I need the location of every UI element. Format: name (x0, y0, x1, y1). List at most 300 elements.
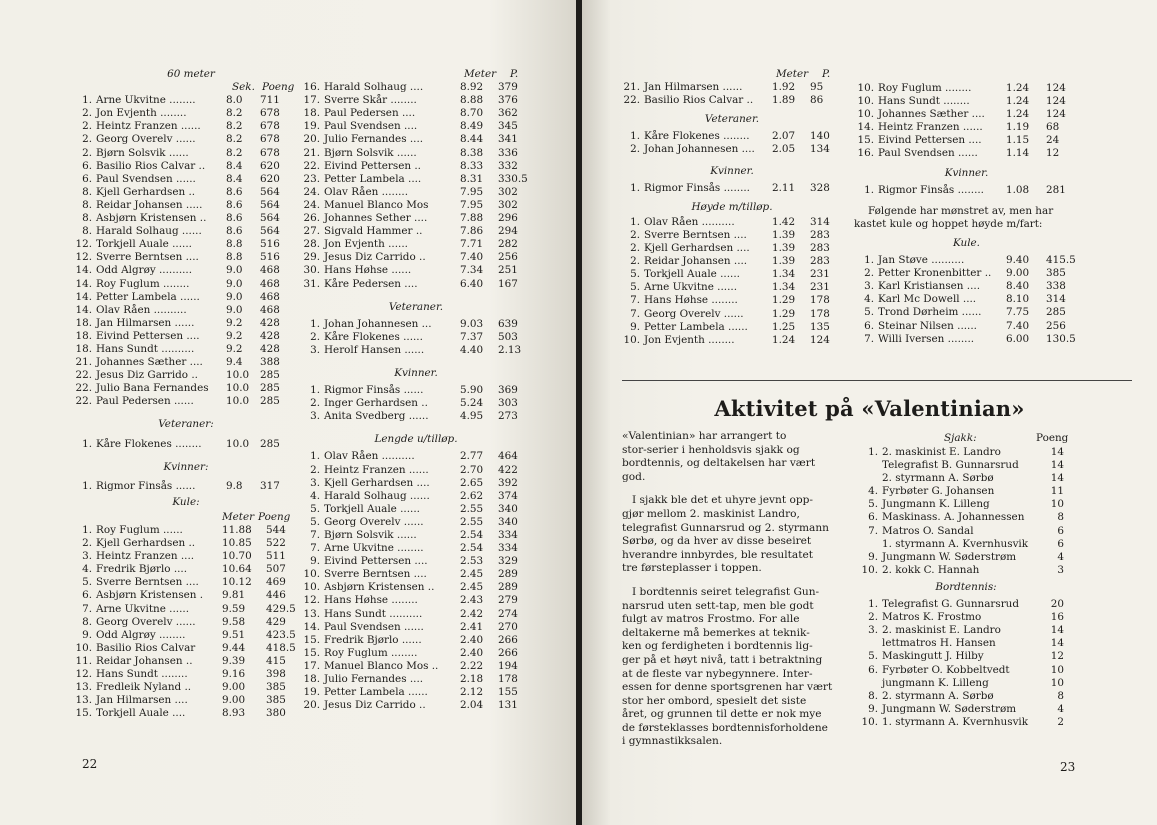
result-value: 1.29 (772, 294, 796, 307)
points: 281 (1046, 183, 1066, 196)
points: 376 (498, 94, 518, 107)
rank: 12. (303, 594, 320, 607)
result-value: 9.00 (222, 694, 246, 707)
points: 24 (1046, 134, 1060, 147)
points: 468 (260, 290, 280, 303)
points: 11 (1050, 485, 1064, 498)
kule-column-header (72, 511, 300, 524)
result-value: 9.4 (226, 356, 243, 369)
article-line: fulgt av matros Frostmo. For alle (622, 613, 800, 626)
points: 14 (1050, 637, 1064, 650)
result-value: 7.95 (460, 198, 484, 211)
right-column-2 (854, 82, 1079, 346)
result-value: 9.2 (226, 329, 243, 342)
result-value: 11.88 (222, 524, 252, 536)
competitor-name: 2. maskinist E. Landro (882, 624, 1001, 637)
result-row (854, 121, 1079, 134)
points: 8 (1057, 511, 1064, 524)
rank: 2. (864, 267, 874, 280)
result-value: 2.45 (460, 568, 484, 581)
points: 6 (1057, 537, 1064, 550)
rank: 1. (630, 181, 640, 194)
result-value: 7.34 (460, 264, 484, 277)
competitor-name: Paul Svendsen ...... (96, 172, 196, 185)
competitor-name: Arne Ukvitne ........ (324, 542, 424, 555)
rank: 3. (310, 343, 320, 356)
results-list-hoyde-continued (854, 82, 1079, 161)
rank: 14. (303, 620, 320, 633)
rank: 7. (82, 602, 92, 615)
competitor-name: Sverre Berntsen .... (324, 568, 427, 581)
points: 178 (498, 673, 518, 686)
result-row (72, 94, 300, 107)
competitor-name: Johannes Sæther .... (96, 356, 203, 369)
competitor-name: Rigmor Finsås ...... (96, 479, 196, 492)
competitor-name: Torkjell Auale ...... (644, 268, 740, 281)
result-row (72, 278, 300, 291)
competitor-name: Bjørn Solsvik ...... (324, 146, 417, 159)
competitor-name: Matros O. Sandal (882, 524, 974, 537)
article-line: tre førsteplasser i toppen. (622, 562, 762, 575)
rank: 21. (623, 81, 640, 94)
rank: 22. (75, 382, 92, 395)
result-value: 1.42 (772, 215, 796, 228)
rank: 2. (310, 463, 320, 476)
competitor-name: Georg Overelv ...... (324, 515, 424, 528)
rank: 7. (868, 524, 878, 537)
points: 155 (498, 686, 518, 699)
competitor-name: Manuel Blanco Mos .. (324, 659, 439, 672)
points: 678 (260, 146, 280, 159)
rank: 21. (303, 146, 320, 159)
competitor-name: Petter Lambela ...... (96, 290, 200, 303)
result-row (72, 173, 300, 186)
result-row (300, 238, 532, 251)
result-value: 9.0 (226, 303, 243, 316)
results-list-kvinner (72, 480, 300, 493)
result-row (300, 199, 532, 212)
result-value: 2.40 (460, 646, 484, 659)
competitor-name: Jungmann K. Lilleng (882, 498, 990, 511)
result-value: 2.07 (772, 130, 796, 143)
results-list-kule-continued (300, 81, 532, 291)
rank: 13. (75, 681, 92, 694)
result-value: 8.4 (226, 172, 243, 185)
result-row (72, 438, 300, 451)
competitor-name: Asbjørn Kristensen .. (96, 212, 207, 225)
column-header (72, 81, 300, 94)
result-row (72, 291, 300, 304)
rank: 2. (310, 330, 320, 343)
left-page (0, 0, 576, 825)
rank: 18. (75, 342, 92, 355)
points: 398 (266, 668, 286, 681)
competitor-name: Jan Støve .......... (878, 254, 965, 267)
result-row (620, 334, 844, 347)
rank: 24. (303, 185, 320, 198)
result-row (72, 147, 300, 160)
points: 285 (260, 437, 280, 450)
result-value: 1.08 (1006, 183, 1030, 196)
points: 285 (260, 395, 280, 408)
rank: 12. (75, 668, 92, 681)
result-value: 2.54 (460, 542, 484, 555)
rank: 6. (864, 319, 874, 332)
competitor-name: Roy Fuglum ...... (96, 524, 183, 536)
result-row (620, 242, 844, 255)
result-value: 2.45 (460, 581, 484, 594)
rank: 5. (864, 306, 874, 319)
result-value: 10.0 (226, 382, 250, 395)
points: 12 (1046, 147, 1060, 160)
result-value: 6.40 (460, 277, 484, 290)
rank: 6. (82, 172, 92, 185)
rank: 4. (864, 293, 874, 306)
competitor-name: Kjell Gerhardsen .. (96, 185, 196, 198)
competitor-name: Olav Råen .......... (96, 303, 187, 316)
result-value: 2.54 (460, 529, 484, 541)
rank: 14. (75, 264, 92, 277)
result-row (72, 199, 300, 212)
competitor-name: Telegrafist G. Gunnarsrud (882, 598, 1020, 611)
rank: 5. (868, 498, 878, 511)
results-list-kule (854, 254, 1079, 346)
result-value: 8.8 (226, 251, 243, 264)
competitor-name: 1. styrmann A. Kvernhusvik (882, 715, 1029, 728)
result-value: 8.2 (226, 133, 243, 146)
rank: 14. (75, 303, 92, 316)
meter-header: Meter (776, 68, 809, 80)
result-row (72, 629, 300, 642)
competitor-name: Kåre Pedersen .... (324, 277, 418, 290)
competitor-name: Jesus Diz Carrido .. (324, 699, 426, 712)
meter-header: Meter (222, 510, 255, 523)
points: 12 (1050, 650, 1064, 663)
result-value: 10.0 (226, 369, 250, 382)
result-value: 8.6 (226, 212, 243, 225)
points: 469 (266, 576, 286, 589)
results-list-hoyde (620, 216, 844, 347)
article-line: ken og ferdigheten i bordtennis lig- (622, 640, 813, 653)
result-row (300, 634, 532, 647)
rank: 14. (75, 277, 92, 290)
result-value: 2.42 (460, 607, 484, 620)
competitor-name: Steinar Nilsen ...... (878, 319, 977, 332)
result-value: 9.44 (222, 641, 246, 654)
points: 68 (1046, 121, 1060, 134)
result-row (72, 563, 300, 576)
competitor-name: lettmatros H. Hansen (882, 637, 996, 650)
rank: 1. (864, 254, 874, 267)
points: 329 (498, 555, 518, 568)
competitor-name: Matros K. Frostmo (882, 611, 982, 624)
result-row (72, 694, 300, 707)
rank: 1. (310, 450, 320, 463)
article-line: bordtennis, og deltakelsen har vært (622, 457, 816, 470)
points: 10 (1050, 676, 1064, 689)
result-value: 9.2 (226, 342, 243, 355)
result-value: 1.25 (772, 320, 796, 333)
rank: 10. (861, 563, 878, 576)
results-list-60-meter (72, 94, 300, 408)
points: 428 (260, 342, 280, 355)
left-column-1 (72, 68, 300, 720)
competitor-name: Harald Solhaug ...... (96, 225, 202, 238)
result-value: 8.6 (226, 225, 243, 238)
points: 516 (260, 251, 280, 264)
result-row (72, 655, 300, 668)
result-value: 9.00 (222, 681, 246, 694)
rank: 7. (630, 307, 640, 320)
rank: 3. (310, 476, 320, 489)
result-row (72, 589, 300, 602)
result-value: 2.04 (460, 699, 484, 712)
article-line: hverandre innbyrdes, ble resultatet (622, 548, 813, 561)
result-row (72, 576, 300, 589)
rank: 9. (82, 628, 92, 641)
result-value: 5.24 (460, 397, 484, 410)
rank: 6. (868, 511, 878, 524)
result-row (858, 511, 1074, 524)
points: 468 (260, 277, 280, 290)
rank: 8. (82, 198, 92, 211)
points: 285 (260, 369, 280, 382)
points: 334 (498, 542, 518, 555)
points: 503 (498, 330, 518, 343)
section-heading-veteraner: Veteraner. (704, 113, 760, 126)
column-header (300, 68, 532, 81)
competitor-name: Anita Svedberg ...... (324, 410, 429, 423)
result-row (72, 480, 300, 493)
note-line: kastet kule og hoppet høyde m/fart: (854, 217, 1043, 230)
rank: 30. (303, 264, 320, 277)
competitor-name: Eivind Pettersen .... (878, 134, 982, 147)
p-header: P. (510, 68, 519, 80)
result-row (72, 642, 300, 655)
result-row (72, 107, 300, 120)
points: 140 (810, 130, 830, 143)
rank: 6. (82, 589, 92, 602)
result-row (620, 281, 844, 294)
result-value: 4.95 (460, 410, 484, 423)
points: 194 (498, 659, 518, 672)
section-heading-kvinner: Kvinner: (163, 460, 209, 473)
points: 283 (810, 242, 830, 255)
competitor-name: 2. styrmann A. Sørbø (882, 472, 994, 485)
rank: 26. (303, 212, 320, 225)
rank: 1. (310, 317, 320, 330)
points: 317 (260, 479, 280, 492)
result-value: 1.89 (772, 94, 796, 107)
points: 330.5 (498, 172, 528, 185)
result-value: 7.40 (1006, 319, 1030, 332)
points: 266 (498, 646, 518, 659)
result-row (300, 212, 532, 225)
result-row (72, 603, 300, 616)
points: 340 (498, 502, 518, 515)
competitor-name: Reidar Johansen .. (96, 654, 193, 667)
points: 6 (1057, 524, 1064, 537)
rank: 10. (861, 715, 878, 728)
rank: 12. (75, 238, 92, 251)
rank: 3. (868, 624, 878, 637)
rank: 29. (303, 251, 320, 264)
result-row (300, 81, 532, 94)
result-value: 9.51 (222, 628, 246, 641)
article-paragraph (622, 586, 838, 749)
points: 167 (498, 277, 518, 290)
points: 369 (498, 384, 518, 397)
points: 711 (260, 94, 280, 107)
rank: 2. (82, 537, 92, 550)
competitor-name: Olav Råen ........ (324, 185, 409, 198)
rank: 2. (82, 107, 92, 120)
rank: 17. (303, 659, 320, 672)
results-list-bordtennis (858, 598, 1074, 729)
points: 314 (1046, 293, 1066, 306)
result-value: 8.49 (460, 120, 484, 133)
points: 14 (1050, 472, 1064, 485)
article-line: I bordtennis seiret telegrafist Gun- (632, 585, 820, 598)
rank: 23. (303, 172, 320, 185)
article-line: stor-serier i henholdsvis sjakk og (622, 443, 800, 456)
competitor-name: Arne Ukvitne ........ (96, 94, 196, 107)
result-row (72, 317, 300, 330)
result-value: 2.11 (772, 181, 796, 194)
result-row (72, 212, 300, 225)
competitor-name: Arne Ukvitne ...... (644, 281, 737, 294)
points: 428 (260, 329, 280, 342)
result-row (858, 598, 1074, 611)
result-row (854, 184, 1079, 197)
rank: 18. (75, 316, 92, 329)
result-value: 8.4 (226, 159, 243, 172)
result-row (300, 251, 532, 264)
result-row (300, 673, 532, 686)
competitor-name: Harald Solhaug .... (324, 81, 424, 94)
rank: 7. (630, 294, 640, 307)
points: 385 (266, 694, 286, 707)
points: 135 (810, 320, 830, 333)
points: 345 (498, 120, 518, 133)
article-line: deltakerne må bemerkes at teknik- (622, 626, 810, 639)
article-line: narsrud uten sett-tap, men ble godt (622, 599, 814, 612)
points: 124 (1046, 95, 1066, 108)
rank: 14. (857, 121, 874, 134)
result-row (72, 369, 300, 382)
page-number: 23 (1060, 760, 1076, 774)
result-row (300, 278, 532, 291)
competitor-name: Heintz Franzen ...... (324, 463, 429, 476)
competitor-name: Jan Hilmarsen ...... (96, 316, 195, 329)
result-value: 2.55 (460, 502, 484, 515)
competitor-name: Julio Fernandes .... (324, 133, 424, 146)
competitor-name: Hans Høhse ........ (644, 294, 738, 307)
rank: 20. (303, 699, 320, 712)
result-row (300, 173, 532, 186)
points: 8 (1057, 689, 1064, 702)
points: 231 (810, 268, 830, 281)
section-heading-bordtennis: Bordtennis: (935, 580, 997, 593)
competitor-name: Petter Kronenbitter .. (878, 267, 992, 280)
points: 338 (1046, 280, 1066, 293)
result-row (854, 306, 1079, 319)
result-value: 2.65 (460, 476, 484, 489)
rank: 8. (82, 615, 92, 628)
competitor-name: Heintz Franzen .... (96, 550, 195, 563)
rank: 9. (310, 555, 320, 568)
competitor-name: Jan Hilmarsen ...... (644, 81, 743, 94)
rank: 15. (857, 134, 874, 147)
result-row (854, 267, 1079, 280)
competitor-name: Paul Svendsen ...... (878, 147, 978, 160)
result-row (72, 186, 300, 199)
result-value: 2.70 (460, 463, 484, 476)
competitor-name: Sverre Berntsen .... (644, 228, 747, 241)
result-row (854, 320, 1079, 333)
competitor-name: Reidar Johansen .... (644, 255, 748, 268)
page-number: 22 (82, 757, 98, 771)
result-row (300, 490, 532, 503)
article-line: I sjakk ble det et uhyre jevnt opp- (632, 494, 814, 507)
result-value: 6.00 (1006, 332, 1030, 345)
points: 332 (498, 159, 518, 172)
competitor-name: Eivind Pettersen .... (96, 329, 200, 342)
competitor-name: Rigmor Finsås ........ (644, 181, 750, 194)
result-value: 2.55 (460, 515, 484, 528)
points: 620 (260, 159, 280, 172)
points: 328 (810, 181, 830, 194)
article-line: «Valentinian» har arrangert to (622, 430, 787, 442)
rank: 5. (82, 576, 92, 589)
result-row (72, 238, 300, 251)
points: 415 (266, 654, 286, 667)
result-row (72, 225, 300, 238)
competitor-name: 2. styrmann A. Sørbø (882, 689, 994, 702)
points: 124 (810, 333, 830, 346)
result-row (300, 107, 532, 120)
result-row (300, 450, 532, 463)
points: 294 (498, 225, 518, 238)
points: 2.13 (498, 343, 522, 356)
rank: 13. (303, 607, 320, 620)
result-row (72, 616, 300, 629)
result-row (300, 133, 532, 146)
points: 464 (498, 450, 518, 463)
competitor-name: Roy Fuglum ........ (96, 277, 190, 290)
rank: 7. (310, 529, 320, 541)
rank: 11. (75, 654, 92, 667)
points: 522 (266, 537, 286, 550)
result-row (858, 564, 1074, 577)
rank: 10. (623, 333, 640, 346)
result-row (72, 133, 300, 146)
competitor-name: Hans Høhse ...... (324, 264, 412, 277)
points: 564 (260, 212, 280, 225)
rank: 8. (82, 212, 92, 225)
result-value: 1.15 (1006, 134, 1030, 147)
competitor-name: Sverre Berntsen .... (96, 576, 199, 589)
section-heading-kvinner: Kvinner. (944, 166, 989, 179)
result-row (858, 664, 1074, 677)
article-line: året, og grunnen til dette er nok mye (622, 708, 822, 721)
competitor-name: Willi Iversen ........ (878, 332, 975, 345)
result-value: 8.2 (226, 120, 243, 133)
section-heading-lengde: Lengde u/tilløp. (374, 433, 458, 446)
rank: 10. (857, 82, 874, 94)
result-row (300, 477, 532, 490)
result-value: 9.59 (222, 602, 246, 615)
